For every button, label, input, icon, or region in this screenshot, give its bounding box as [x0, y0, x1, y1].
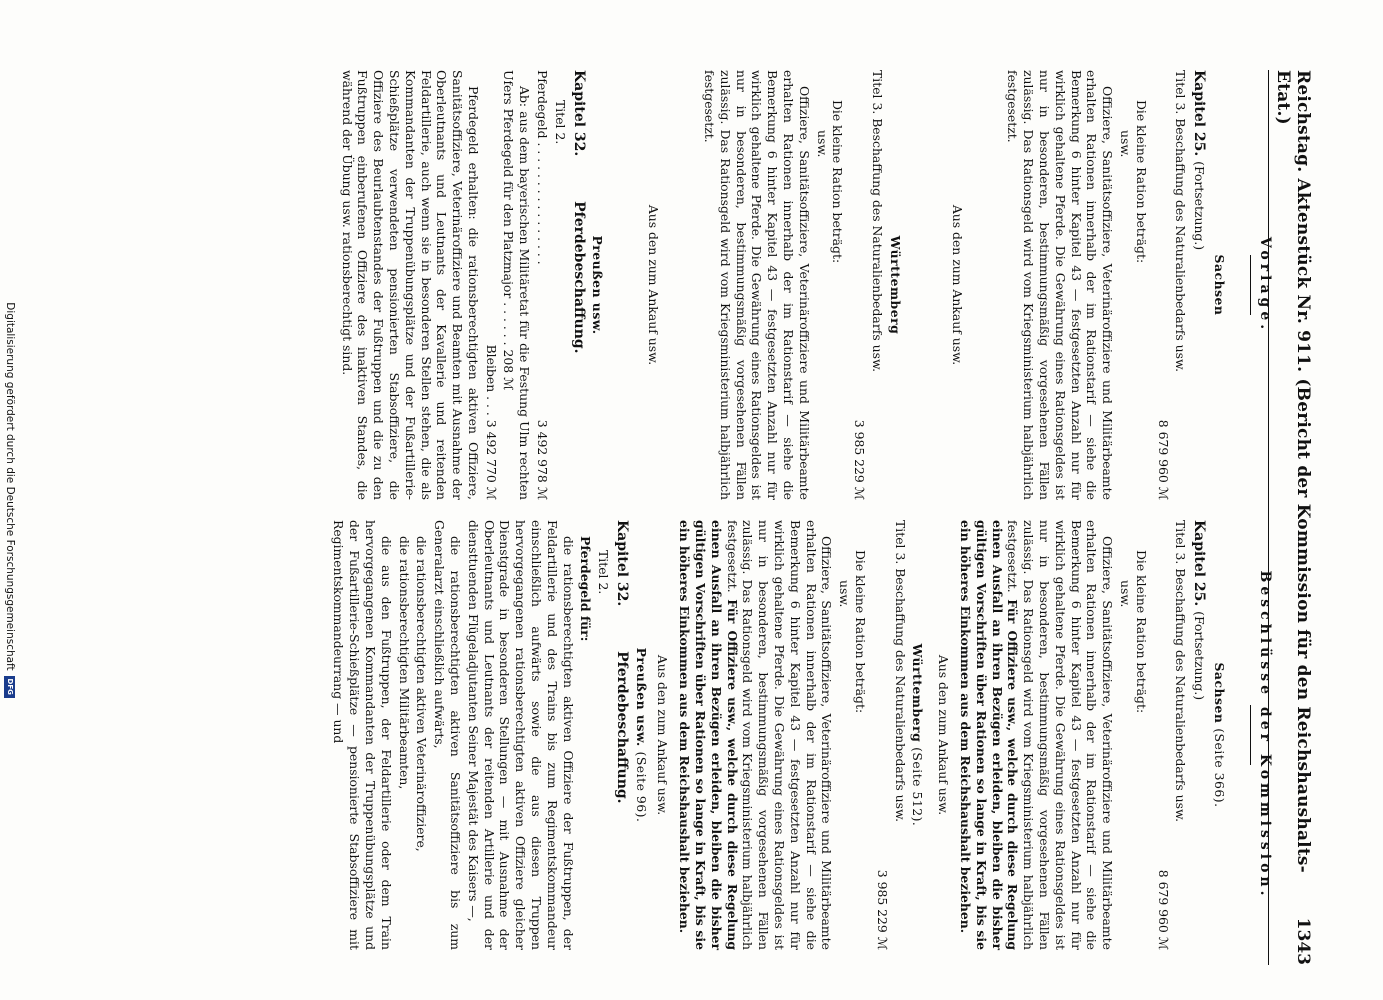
ration-label: Die kleine Ration beträgt: — [1133, 550, 1149, 714]
ankauf-line: Aus den zum Ankauf usw. — [936, 654, 952, 816]
footer-text: Digitalisierung gefördert durch die Deutsche Forschungsgemeinschaft — [4, 302, 16, 671]
vorlage-column — [337, 70, 1233, 500]
title-line: Titel 3. Beschaffung des Naturalienbedarfs usw. — [1173, 70, 1189, 373]
page-number: 1343 — [1293, 917, 1313, 965]
paragraph: Offiziere, Sanitätsoffiziere, Veterinäroffiziere und Militärbeamte erhalten Rationen innerhalb der im Rationstarif — siehe die Bemerkung 6 hinter Kapitel 43 — festgesetzten Anzahl nur für wirklich gehaltene Pferde. Die Gewährung eines Rationsgeldes ist nur in besonderen, bestimmungsmäßig vorgesehenen Fällen zulässig. Das Rationsgeld wird vom Kriegsministerium halbjährlich festgesetzt. Für Offiziere usw., welche durch diese Regelung einen Ausfall an ihren Bezügen erleiden, bleiben die bisher gültigen Vorschriften über Rationen so lange in Kraft, bis sie ein höheres Einkommen aus dem Reichshaushalt beziehen. — [958, 520, 1116, 950]
title-line: Titel 3. Beschaffung des Naturalienbedarfs usw. — [892, 520, 908, 823]
paragraph: die aus den Fußtruppen, der Feldartillerie oder dem Train hervorgegangenen Kommandanten der Truppenübungsplätze und der Fußartillerie-Schießplätze — pensionierte Stabsoffiziere mit Regimentskommandeurrang — und — [331, 520, 394, 950]
title-line: Titel 2. — [552, 100, 568, 145]
abzug-line: Ab: aus dem bayerischen Militäretat für die Festung Ulm rechten Ufers Pferdegeld für den Platzmajor . . . . . . 208 ℳ — [501, 70, 533, 500]
state-heading-preussen: Preußen usw. (Seite 96). — [633, 647, 649, 823]
usw: usw. — [1118, 130, 1134, 158]
usw: usw. — [837, 580, 853, 608]
amount: 8 679 960 ℳ — [1155, 869, 1171, 950]
paragraph: die rationsberechtigten aktiven Offiziere der Fußtruppen, der Feldartillerie und des Trains bis zum Regimentskommandeur einschließlich aufwärts sowie die aus diesen Truppen hervorgegangenen rationsberechtigten aktiven Offiziere gleicher Dienstgrade in besonderen Stellungen — mit Ausnahme der Oberleutnants und Leutnants der reitenden Artillerie und der diensttuenden Flügeladjutanten Seiner Majestät des Kaisers —, — [465, 520, 576, 950]
page-header — [1268, 70, 1313, 965]
chapter-heading: Kapitel 32. Pferdebeschaffung. — [613, 520, 630, 804]
ankauf-line: Aus den zum Ankauf usw. — [655, 654, 671, 816]
amount: 3 985 229 ℳ — [852, 419, 868, 500]
title-line: Titel 3. Beschaffung des Naturalienbedarfs usw. — [1173, 520, 1189, 823]
usw: usw. — [814, 130, 830, 158]
amount: 8 679 960 ℳ — [1155, 419, 1171, 500]
ankauf-line: Aus den zum Ankauf usw. — [646, 204, 662, 366]
state-heading-sachsen: Sachsen — [1212, 254, 1227, 316]
paragraph: Offiziere, Sanitätsoffiziere, Veterinäroffiziere und Militärbeamte erhalten Rationen innerhalb der im Rationstarif — siehe die Bemerkung 6 hinter Kapitel 43 — festgesetzten Anzahl nur für wirklich gehaltene Pferde. Die Gewährung eines Rationsgeldes ist nur in besonderen, bestimmungsmäßig vorgesehenen Fällen zulässig. Das Rationsgeld wird vom Kriegsministerium halbjährlich festgesetzt. Für Offiziere usw., welche durch diese Regelung einen Ausfall an ihren Bezügen erleiden, bleiben die bisher gültigen Vorschriften über Rationen so lange in Kraft, bis sie ein höheres Einkommen aus dem Reichshaushalt beziehen. — [677, 520, 835, 950]
digitization-footer — [4, 0, 16, 1000]
ration-label: Die kleine Ration beträgt: — [1133, 100, 1149, 264]
paragraph: die rationsberechtigten aktiven Sanitätsoffiziere bis zum Generalarzt einschließlich aufwärts, — [432, 520, 463, 950]
paragraph: die rationsberechtigten Militärbeamten, — [396, 536, 412, 790]
usw: usw. — [1118, 580, 1134, 608]
ration-label: Die kleine Ration beträgt: — [830, 100, 846, 264]
pferdegeld-heading: Pferdegeld für: — [578, 536, 594, 642]
paragraph: Pferdegeld erhalten: die rationsberechtigten aktiven Offiziere, Sanitätsoffiziere, Veterinäroffiziere und Beamten mit Ausnahme der Oberleutnants und Leutnants der Kavallerie und reitenden Feldartillerie, auch wenn sie in besonderen Stellen stehen, die als Kommandanten der Truppenübungsplätze und der Fußartillerie-Schießplätze verwendeten pensionierten Stabsoffiziere, die Offiziere des Beurlaubtenstandes der Fußtruppen und die zu den Fußtruppen einberufenen Offiziere des inaktiven Standes, die während der Übung usw. rationsberechtigt sind. — [339, 70, 481, 500]
ration-label: Die kleine Ration beträgt: — [853, 550, 869, 714]
left-column-heading: Vorlage. — [1250, 70, 1273, 500]
title-line: Titel 3. Beschaffung des Naturalienbedarfs usw. — [870, 70, 886, 373]
state-heading-wuerttemberg: Württemberg — [887, 235, 903, 335]
bleiben-line: Bleiben . . . 3 492 770 ℳ — [483, 344, 499, 500]
state-heading-sachsen: Sachsen (Seite 366). — [1212, 662, 1227, 808]
dfg-logo-icon: DFG — [5, 676, 16, 698]
paragraph: Offiziere, Sanitätsoffiziere, Veterinäroffiziere und Militärbeamte erhalten Rationen innerhalb der im Rationstarif — siehe die Bemerkung 6 hinter Kapitel 43 — festgesetzten Anzahl nur für wirklich gehaltene Pferde. Die Gewährung eines Rationsgeldes ist nur in besonderen, bestimmungsmäßig vorgesehenen Fällen zulässig. Das Rationsgeld wird vom Kriegsministerium halbjährlich festgesetzt. — [702, 70, 812, 500]
pferdegeld-row: Pferdegeld . . . . . . . . . . . . . . . . 3 492 978 ℳ — [535, 70, 551, 500]
heading-rule — [1250, 255, 1251, 315]
right-column-heading: Beschlüsse der Kommission. — [1250, 520, 1273, 950]
heading-rule — [1250, 705, 1251, 765]
amount: 3 985 229 ℳ — [874, 869, 890, 950]
chapter-heading: Kapitel 25. (Fortsetzung.) — [1191, 520, 1208, 701]
chapter-heading: Kapitel 25. (Fortsetzung.) — [1191, 70, 1208, 251]
state-heading-wuerttemberg: Württemberg (Seite 512). — [910, 643, 926, 827]
title-line: Titel 2. — [596, 550, 612, 595]
ankauf-line: Aus den zum Ankauf usw. — [949, 204, 965, 366]
state-heading-preussen: Preußen usw. — [590, 235, 606, 335]
beschluesse-column — [329, 520, 1233, 950]
paragraph: Offiziere, Sanitätsoffiziere, Veterinäroffiziere und Militärbeamte erhalten Rationen innerhalb der im Rationstarif — siehe die Bemerkung 6 hinter Kapitel 43 — festgesetzten Anzahl nur für wirklich gehaltene Pferde. Die Gewährung eines Rationsgeldes ist nur in besonderen, bestimmungsmäßig vorgesehenen Fällen zulässig. Das Rationsgeld wird vom Kriegsministerium halbjährlich festgesetzt. — [1005, 70, 1116, 500]
chapter-heading: Kapitel 32. Pferdebeschaffung. — [570, 70, 587, 354]
page-title: Reichstag. Aktenstück Nr. 911. (Bericht der Kommission für den Reichshaushalts-Etat.) — [1273, 70, 1313, 873]
paragraph: die rationsberechtigten aktiven Veterinäroffiziere, — [414, 536, 430, 852]
